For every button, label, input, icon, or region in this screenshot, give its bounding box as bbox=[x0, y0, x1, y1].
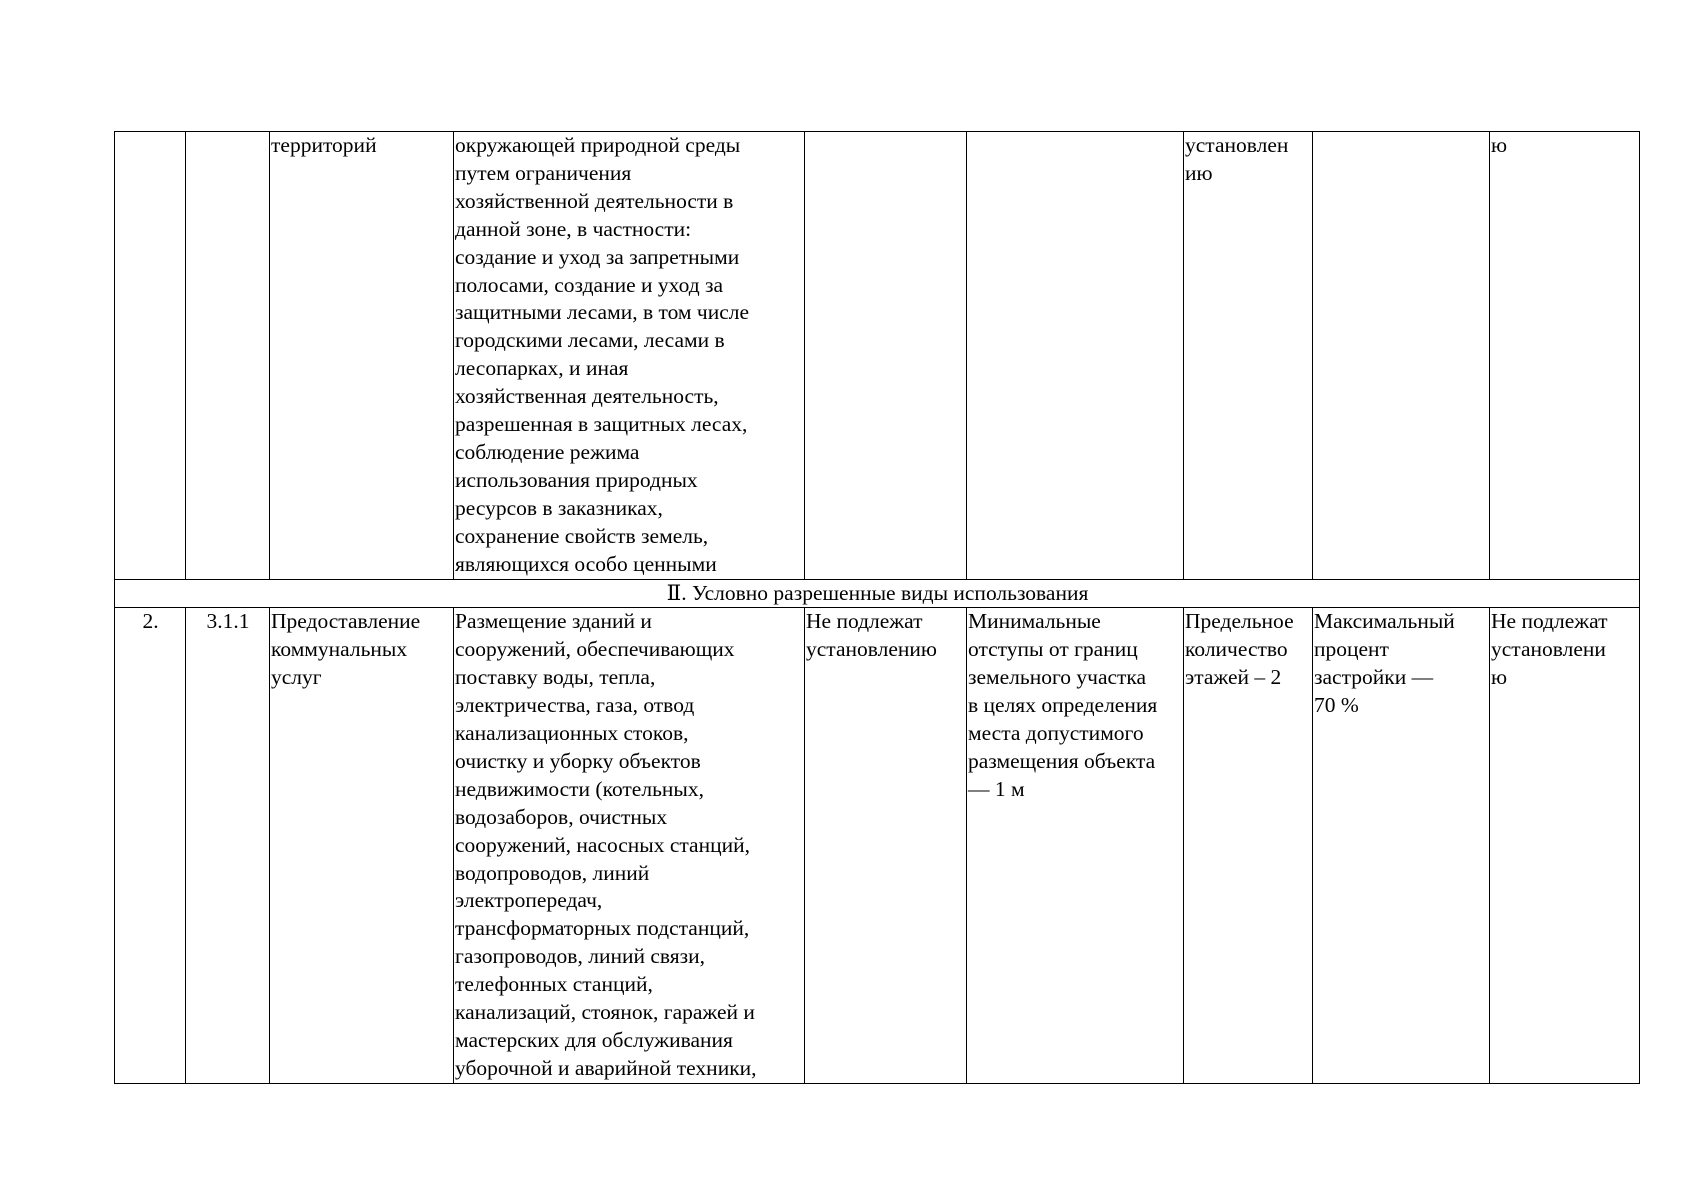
regulations-table bbox=[114, 131, 1640, 1084]
cell-col7 bbox=[1184, 608, 1313, 1083]
cell-text-line: разрешенная в защитных лесах, bbox=[455, 412, 748, 437]
cell-text-line: отступы от границ bbox=[968, 637, 1138, 662]
cell-text-line: хозяйственная деятельность, bbox=[455, 384, 719, 409]
cell-text-line: ю bbox=[1491, 133, 1508, 157]
cell-use-name bbox=[270, 132, 454, 580]
cell-text-line: установлению bbox=[806, 637, 937, 662]
cell-text-line: ию bbox=[1185, 160, 1213, 185]
cell-text-line: водопроводов, линий bbox=[455, 860, 650, 885]
cell-use-name bbox=[270, 608, 454, 1083]
cell-text-line: электропередач, bbox=[455, 888, 603, 913]
cell-number bbox=[115, 132, 186, 580]
cell-description bbox=[454, 608, 805, 1083]
cell-text-line: хозяйственной деятельности в bbox=[455, 188, 734, 213]
cell-text-line: — 1 м bbox=[968, 776, 1025, 801]
cell-col5 bbox=[805, 132, 967, 580]
cell-text-line: водозаборов, очистных bbox=[455, 804, 668, 829]
cell-text-line: полосами, создание и уход за bbox=[455, 272, 724, 297]
cell-text-line: защитными лесами, в том числе bbox=[455, 300, 750, 325]
cell-col8 bbox=[1313, 608, 1490, 1083]
cell-text-line: сохранение свойств земель, bbox=[455, 523, 709, 548]
cell-text-line: мастерских для обслуживания bbox=[455, 1028, 733, 1052]
cell-text-line: сооружений, обеспечивающих bbox=[455, 637, 735, 662]
cell-text-line: земельного участка bbox=[968, 665, 1147, 690]
cell-text-line: недвижимости (котельных, bbox=[455, 776, 704, 801]
cell-text-line: установлен bbox=[1185, 133, 1289, 157]
table-row bbox=[115, 608, 1640, 1083]
cell-text-line: 70 % bbox=[1314, 693, 1359, 718]
cell-text-line: в целях определения bbox=[968, 693, 1158, 718]
cell-text-line: соблюдение режима bbox=[455, 439, 640, 464]
cell-col8 bbox=[1313, 132, 1490, 580]
cell-col5 bbox=[805, 608, 967, 1083]
cell-code bbox=[186, 132, 270, 580]
cell-text-line: ю bbox=[1491, 665, 1508, 690]
cell-text-line: сооружений, насосных станций, bbox=[455, 832, 750, 857]
cell-text-line: газопроводов, линий связи, bbox=[455, 944, 706, 969]
cell-text-line: Не подлежат bbox=[806, 609, 923, 634]
cell-text-line: канализаций, стоянок, гаражей и bbox=[455, 1000, 755, 1025]
cell-text-line: городскими лесами, лесами в bbox=[455, 328, 725, 353]
cell-text-line: ресурсов в заказниках, bbox=[455, 495, 663, 520]
cell-text-line: использования природных bbox=[455, 467, 698, 492]
cell-number: 2. bbox=[115, 608, 186, 1083]
cell-col9 bbox=[1490, 132, 1640, 580]
cell-text-line: размещения объекта bbox=[968, 748, 1156, 773]
cell-text-line: услуг bbox=[271, 665, 322, 690]
cell-text-line: территорий bbox=[271, 133, 377, 157]
cell-text-line: телефонных станций, bbox=[455, 972, 653, 997]
cell-text-line: путем ограничения bbox=[455, 160, 632, 185]
cell-code: 3.1.1 bbox=[186, 608, 270, 1083]
cell-text-line: Предоставление bbox=[271, 609, 421, 634]
cell-text-line: Не подлежат bbox=[1491, 609, 1608, 634]
cell-text-line: лесопарках, и иная bbox=[455, 356, 629, 381]
cell-col7 bbox=[1184, 132, 1313, 580]
cell-text-line: канализационных стоков, bbox=[455, 721, 689, 746]
cell-text-line: процент bbox=[1314, 637, 1389, 662]
cell-text-line: очистку и уборку объектов bbox=[455, 748, 701, 773]
cell-text-line: являющихся особо ценными bbox=[455, 551, 717, 576]
cell-col6 bbox=[967, 132, 1184, 580]
cell-text-line: этажей – 2 bbox=[1185, 665, 1282, 690]
cell-text-line: Размещение зданий и bbox=[455, 609, 652, 634]
cell-text-line: Максимальный bbox=[1314, 609, 1455, 634]
cell-text-line: уборочной и аварийной техники, bbox=[455, 1055, 757, 1080]
cell-text-line: количество bbox=[1185, 637, 1288, 662]
cell-text-line: застройки — bbox=[1314, 665, 1434, 690]
cell-col9 bbox=[1490, 608, 1640, 1083]
cell-col6 bbox=[967, 608, 1184, 1083]
cell-text-line: трансформаторных подстанций, bbox=[455, 916, 750, 941]
cell-text-line: места допустимого bbox=[968, 721, 1144, 746]
cell-text-line: электричества, газа, отвод bbox=[455, 693, 695, 718]
cell-text-line: поставку воды, тепла, bbox=[455, 665, 656, 690]
cell-description bbox=[454, 132, 805, 580]
cell-text-line: создание и уход за запретными bbox=[455, 244, 740, 269]
cell-text-line: данной зоне, в частности: bbox=[455, 216, 692, 241]
cell-text-line: Предельное bbox=[1185, 609, 1294, 634]
cell-text-line: установлени bbox=[1491, 637, 1606, 662]
cell-text-line: окружающей природной среды bbox=[455, 133, 741, 157]
cell-text-line: Минимальные bbox=[968, 609, 1101, 634]
section-header: Ⅱ. Условно разрешенные виды использования bbox=[115, 579, 1640, 608]
cell-text-line: коммунальных bbox=[271, 637, 408, 662]
table-row-section-header bbox=[115, 579, 1640, 608]
table-row-continued bbox=[115, 132, 1640, 580]
